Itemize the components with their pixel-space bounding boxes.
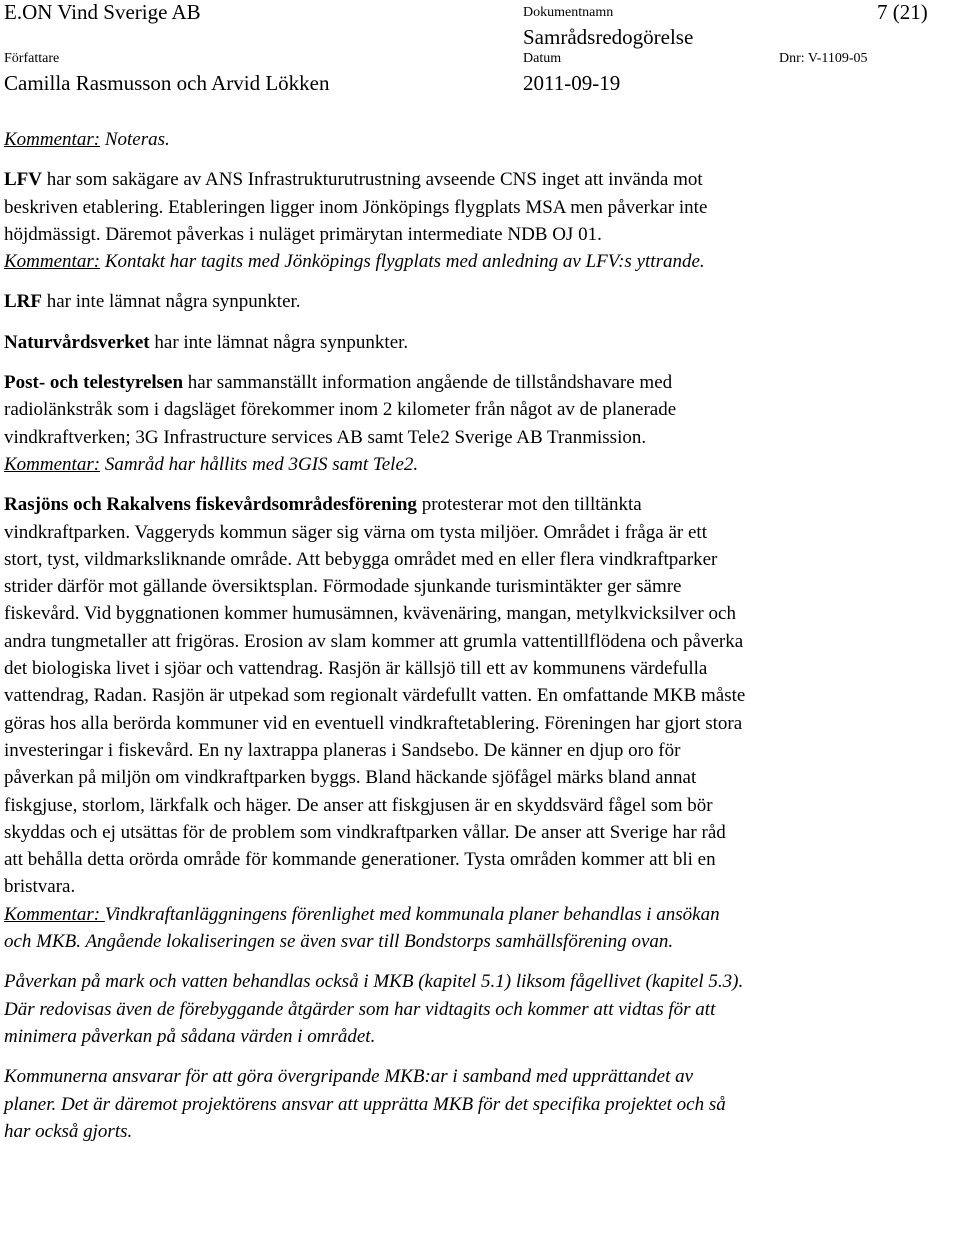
org-pts: Post- och telestyrelsen <box>4 372 184 394</box>
company-name: E.ON Vind Sverige AB <box>4 0 201 24</box>
pts-line-1: har sammanställt information angående de tillståndshavare med <box>183 372 673 394</box>
document-name-label: Dokumentnamn <box>523 5 614 20</box>
paragraph-kommunerna <box>4 1063 956 1145</box>
mark-line-1: Påverkan på mark och vatten behandlas också i MKB (kapitel 5.1) liksom fågellivet (kapitel 5.3). <box>4 971 744 993</box>
comment-text-line-1: Vindkraftanläggningens förenlighet med kommunala planer behandlas i ansökan <box>104 903 720 925</box>
paragraph-lrf <box>4 288 956 315</box>
author-label: Författare <box>4 51 60 66</box>
rf-line-14: att behålla detta orörda område för kommande generationer. Tysta områden kommer att bli en <box>4 849 716 871</box>
kom-line-2: planer. Det är däremot projektörens ansvar att upprätta MKB för det specifika projektet och så <box>4 1093 726 1115</box>
dnr: Dnr: V-1109-05 <box>779 51 868 66</box>
rf-line-11: påverkan på miljön om vindkraftparken byggs. Bland häckande sjöfågel märks bland annat <box>4 767 697 789</box>
lfv-line-1: har som sakägare av ANS Infrastrukturutrustning avseende CNS inget att invända mot <box>42 169 703 191</box>
rf-line-4: strider därför mot gällande översiktsplan. Förmodade sjunkande turismintäkter ger sämre <box>4 576 682 598</box>
rf-line-12: fiskgjuse, storlom, lärkfalk och häger. De anser att fiskgjusen är en skyddsvärd fågel som bör <box>4 794 713 816</box>
document-name: Samrådsredogörelse <box>523 25 694 49</box>
comment-text: Noteras. <box>100 129 170 150</box>
page-number: 7 (21) <box>877 0 928 24</box>
rf-line-5: fiskevård. Vid byggnationen kommer humusämnen, kvävenäring, mangan, metylkvicksilver och <box>4 603 736 625</box>
comment-pts <box>4 451 956 478</box>
rf-line-7: det biologiska livet i sjöar och vattendrag. Rasjön är källsjö till ett av kommunens värdefulla <box>4 658 708 680</box>
authors: Camilla Rasmusson och Arvid Lökken <box>4 71 330 95</box>
pts-line-2: radiolänkstråk som i dagsläget förekommer inom 2 kilometer från något av de planerade <box>4 399 677 421</box>
comment-label: Kommentar: <box>4 251 101 273</box>
comment-label: Kommentar: <box>4 453 101 475</box>
lfv-line-2: beskriven etablering. Etableringen ligger inom Jönköpings flygplats MSA men påverkar inte <box>4 196 708 218</box>
rf-line-3: stort, tyst, vildmarksliknande område. Att bebygga området med en eller flera vindkraftparker <box>4 548 718 570</box>
document-body <box>4 126 956 1145</box>
nv-text: har inte lämnat några synpunkter. <box>149 331 409 353</box>
paragraph-mark-vatten <box>4 968 956 1050</box>
org-lfv: LFV <box>4 169 42 191</box>
comment-fiskevard <box>4 901 956 928</box>
comment-noteras <box>4 126 956 153</box>
comment-text-line-2: och MKB. Angående lokaliseringen se även svar till Bondstorps samhällsförening ovan. <box>4 931 674 953</box>
org-fiskevardsforening: Rasjöns och Rakalvens fiskevårdsområdesförening <box>4 494 417 516</box>
document-date: 2011-09-19 <box>523 71 621 95</box>
kom-line-1: Kommunerna ansvarar för att göra övergripande MKB:ar i samband med upprättandet av <box>4 1066 694 1088</box>
date-label: Datum <box>523 51 562 66</box>
comment-text: Samråd har hållits med 3GIS samt Tele2. <box>100 453 419 475</box>
mark-line-2: Där redovisas även de förebyggande åtgärder som har vidtagits och kommer att vidtas för att <box>4 998 716 1020</box>
rf-line-6: andra tungmetaller att frigöras. Erosion av slam kommer att grumla vattentillflödena och påverka <box>4 630 744 652</box>
rf-line-1: protesterar mot den tilltänkta <box>416 494 642 516</box>
rf-line-2: vindkraftparken. Vaggeryds kommun säger sig värna om tysta miljöer. Området i fråga är ett <box>4 521 707 543</box>
lrf-text: har inte lämnat några synpunkter. <box>42 291 301 313</box>
rf-line-15: bristvara. <box>4 876 76 898</box>
comment-lfv <box>4 248 956 275</box>
org-lrf: LRF <box>4 291 42 313</box>
pts-line-3: vindkraftverken; 3G Infrastructure services AB samt Tele2 Sverige AB Tranmission. <box>4 426 647 448</box>
comment-label: Kommentar: <box>4 903 101 925</box>
lfv-line-3: höjdmässigt. Däremot påverkas i nuläget primärytan intermediate NDB OJ 01. <box>4 223 602 245</box>
comment-text: Kontakt har tagits med Jönköpings flygplats med anledning av LFV:s yttrande. <box>100 251 705 273</box>
rf-line-10: investeringar i fiskevård. En ny laxtrappa planeras i Sandsebo. De känner en djup oro för <box>4 739 681 761</box>
paragraph-naturvardsverket <box>4 329 956 356</box>
comment-label: Kommentar: <box>4 129 101 150</box>
paragraph-fiskevard <box>4 491 956 955</box>
org-naturvardsverket: Naturvårdsverket <box>4 331 150 353</box>
mark-line-3: minimera påverkan på sådana värden i området. <box>4 1025 376 1047</box>
kom-line-3: har också gjorts. <box>4 1120 133 1142</box>
rf-line-13: skyddas och ej utsättas för de problem som vindkraftparken vållar. De anser att Sverige har råd <box>4 821 726 843</box>
paragraph-lfv <box>4 166 956 275</box>
rf-line-9: göras hos alla berörda kommuner vid en eventuell vindkraftetablering. Föreningen har gjort stora <box>4 712 743 734</box>
rf-line-8: vattendrag, Radan. Rasjön är utpekad som regionalt värdefullt vatten. En omfattande MKB måste <box>4 685 746 707</box>
paragraph-pts <box>4 369 956 478</box>
